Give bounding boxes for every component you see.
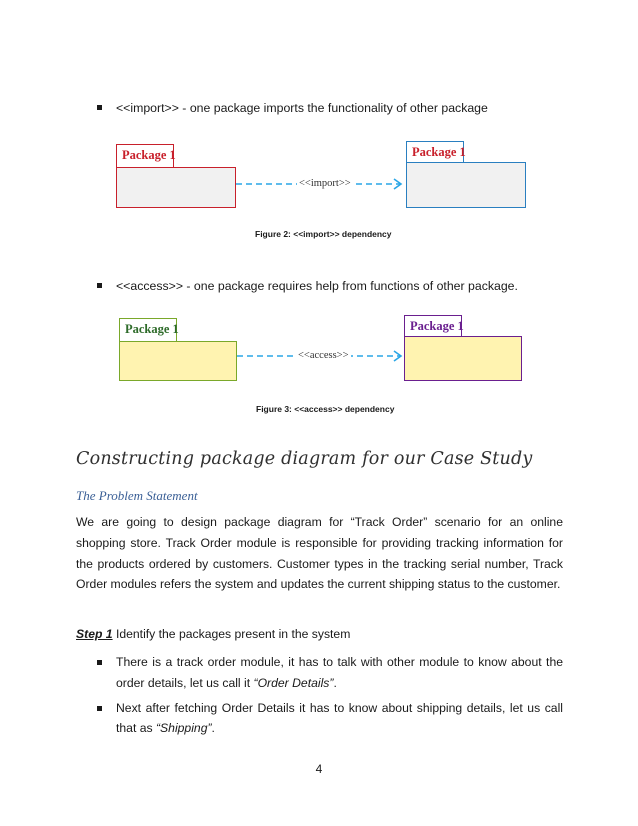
square-bullet-icon — [97, 283, 102, 288]
figure2-caption: Figure 2: <<import>> dependency — [255, 229, 392, 239]
import-bullet-text: <<import>> - one package imports the functionality of other package — [116, 101, 488, 115]
emphasis-order-details: “Order Details” — [253, 675, 334, 690]
step-1-text: Identify the packages present in the system — [112, 627, 351, 641]
access-bullet — [97, 278, 518, 294]
access-bullet-text: <<access>> - one package requires help from functions of other package. — [116, 279, 518, 293]
step-1 — [76, 626, 350, 642]
figure3-caption: Figure 3: <<access>> dependency — [256, 404, 395, 414]
left-package-body — [116, 167, 236, 208]
list-item: Next after fetching Order Details it has to know about shipping details, let us call that as “Shipping”. — [97, 698, 563, 740]
page-number: 4 — [315, 762, 323, 776]
problem-statement: We are going to design package diagram for “Track Order” scenario for an online shopping store. Track Order module is responsible for providing tracking information for the products ordered by customers. Customer types in the tracking serial number, Track Order modules refers the system and updates the current shipping status to the customer. — [76, 515, 563, 592]
step-1-bullets — [97, 652, 563, 739]
import-bullet — [97, 100, 488, 116]
left-package-tab: Package 1 — [119, 318, 177, 342]
section-heading: Constructing package diagram for our Case Study — [76, 449, 533, 469]
import-connector-label: <<import>> — [299, 178, 351, 189]
problem-heading: The Problem Statement — [76, 488, 198, 503]
list-item: There is a track order module, it has to talk with other module to know about the order details, let us call it “Order Details”. — [97, 652, 563, 694]
square-bullet-icon — [97, 105, 102, 110]
left-package-body — [119, 341, 237, 381]
left-package-tab: Package 1 — [116, 144, 174, 168]
right-package-body — [406, 162, 526, 208]
right-package-tab: Package 1 — [404, 315, 462, 337]
square-bullet-icon — [97, 706, 102, 711]
emphasis-shipping: “Shipping” — [155, 721, 212, 736]
step-1-label: Step 1 — [76, 627, 113, 641]
square-bullet-icon — [97, 660, 102, 665]
access-connector-label: <<access>> — [298, 350, 349, 361]
right-package-body — [404, 336, 522, 381]
right-package-tab: Package 1 — [406, 141, 464, 163]
